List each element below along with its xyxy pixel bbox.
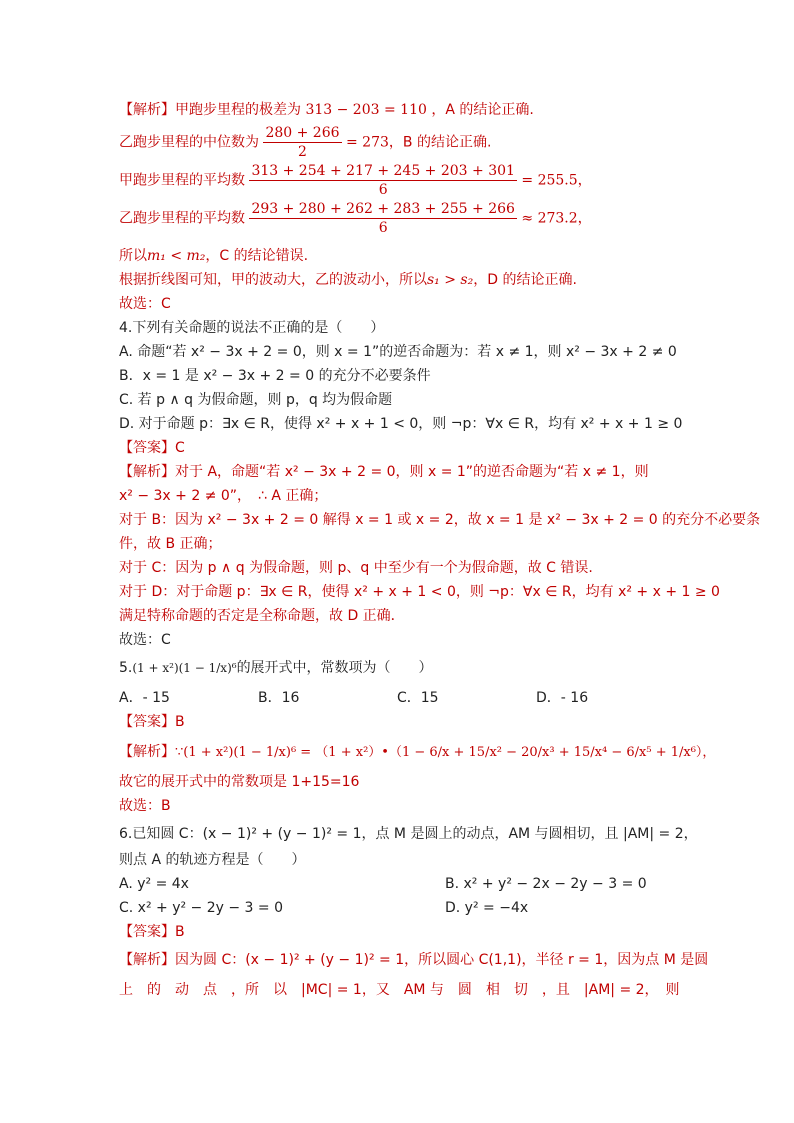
q3-analysis-line-3: 甲跑步里程的平均数 $\frac{313 + 254 + 217 + 245 + 203 + 301}{6}$ = 255.5， — [119, 163, 592, 198]
q6-option-c: C. x² + y² − 2y − 3 = 0 — [119, 900, 284, 916]
q4-analysis-line-2: x² − 3x + 2 ≠ 0”， ∴ A 正确； — [119, 488, 328, 504]
q6-option-a: A. y² = 4x — [119, 876, 189, 892]
q4-option-b: B．x = 1 是 x² − 3x + 2 = 0 的充分不必要条件 — [119, 368, 431, 384]
q3-analysis-line-5: 所以m₁ < m₂，C 的结论错误. — [119, 248, 309, 264]
q4-analysis-line-5: 对于 C：因为 p ∧ q 为假命题，则 p、q 中至少有一个为假命题，故 C 错误. — [119, 560, 593, 576]
q6-option-d: D. y² = −4x — [445, 900, 529, 916]
q4-option-c: C. 若 p ∧ q 为假命题，则 p，q 均为假命题 — [119, 392, 393, 408]
q5-option-a: A．- 15 — [119, 690, 170, 706]
q5-conclusion: 故选：B — [119, 798, 171, 814]
q5-title: 5.(1 + x²)(1 − 1/x)⁶的展开式中，常数项为（ ） — [119, 660, 433, 676]
q5-analysis-line-1: 【解析】∵(1 + x²)(1 − 1/x)⁶ = （1 + x²）•（1 − 6/x + 15/x² − 20/x³ + 15/x⁴ − 6/x⁵ + 1/x⁶）， — [119, 744, 716, 760]
q5-answer: 【答案】B — [119, 714, 185, 730]
q4-option-d: D. 对于命题 p：∃x ∈ R，使得 x² + x + 1 < 0，则 ¬p：∀x ∈ R，均有 x² + x + 1 ≥ 0 — [119, 416, 683, 432]
q4-answer: 【答案】C — [119, 440, 185, 456]
q5-analysis-line-2: 故它的展开式中的常数项是 1+15=16 — [119, 774, 360, 790]
q5-option-b: B．16 — [258, 690, 300, 706]
mean-fraction-jia: $\frac{313 + 254 + 217 + 245 + 203 + 301}{6}$ — [251, 163, 515, 198]
q5-option-c: C．15 — [397, 690, 439, 706]
q4-option-a: A. 命题“若 x² − 3x + 2 = 0，则 x = 1”的逆否命题为：若 x ≠ 1，则 x² − 3x + 2 ≠ 0 — [119, 344, 677, 360]
q4-analysis-line-7: 满足特称命题的否定是全称命题，故 D 正确． — [119, 608, 405, 624]
q3-analysis-line-4: 乙跑步里程的平均数 $\frac{293 + 280 + 262 + 283 + 255 + 266}{6}$ ≈ 273.2， — [119, 201, 592, 236]
q6-title-line-1: 6.已知圆 C：(x − 1)² + (y − 1)² = 1，点 M 是圆上的动点，AM 与圆相切，且 |AM| = 2， — [119, 826, 698, 842]
q4-analysis-line-4: 件，故 B 正确； — [119, 536, 222, 552]
q4-title: 4.下列有关命题的说法不正确的是（ ） — [119, 320, 385, 336]
q4-conclusion: 故选：C — [119, 632, 171, 648]
analysis-tag: 【解析】 — [119, 102, 175, 118]
mean-fraction-yi: $\frac{293 + 280 + 262 + 283 + 255 + 266}{6}$ — [251, 201, 515, 236]
q4-analysis-line-3: 对于 B：因为 x² − 3x + 2 = 0 解得 x = 1 或 x = 2，故 x = 1 是 x² − 3x + 2 = 0 的充分不必要条 — [119, 512, 761, 528]
q6-analysis-line-2: 上 的 动 点 ，所 以 |MC| = 1，又 AM 与 圆 相 切 ，且 |AM| = 2， 则 — [119, 982, 680, 998]
q4-analysis-line-1: 【解析】对于 A，命题“若 x² − 3x + 2 = 0，则 x = 1”的逆否命题为“若 x ≠ 1，则 — [119, 464, 649, 480]
q3-analysis-line-1: 【解析】甲跑步里程的极差为 313 − 203 = 110 ，A 的结论正确. — [119, 102, 534, 118]
q3-conclusion: 故选：C — [119, 296, 171, 312]
q5-option-d: D．- 16 — [536, 690, 589, 706]
q3-analysis-line-2: 乙跑步里程的中位数为 $\frac{280 + 266}{2}$ = 273，B 的结论正确. — [119, 125, 492, 160]
q6-option-b: B. x² + y² − 2x − 2y − 3 = 0 — [445, 876, 647, 892]
q4-analysis-line-6: 对于 D：对于命题 p：∃x ∈ R，使得 x² + x + 1 < 0，则 ¬p：∀x ∈ R，均有 x² + x + 1 ≥ 0 — [119, 584, 720, 600]
q6-title-line-2: 则点 A 的轨迹方程是（ ） — [119, 852, 306, 868]
median-fraction: $\frac{280 + 266}{2}$ — [265, 125, 340, 160]
q6-analysis-line-1: 【解析】因为圆 C：(x − 1)² + (y − 1)² = 1，所以圆心 C(1,1)，半径 r = 1，因为点 M 是圆 — [119, 952, 709, 968]
q6-answer: 【答案】B — [119, 924, 185, 940]
q3-analysis-line-6: 根据折线图可知，甲的波动大，乙的波动小，所以s₁ > s₂，D 的结论正确. — [119, 272, 577, 288]
